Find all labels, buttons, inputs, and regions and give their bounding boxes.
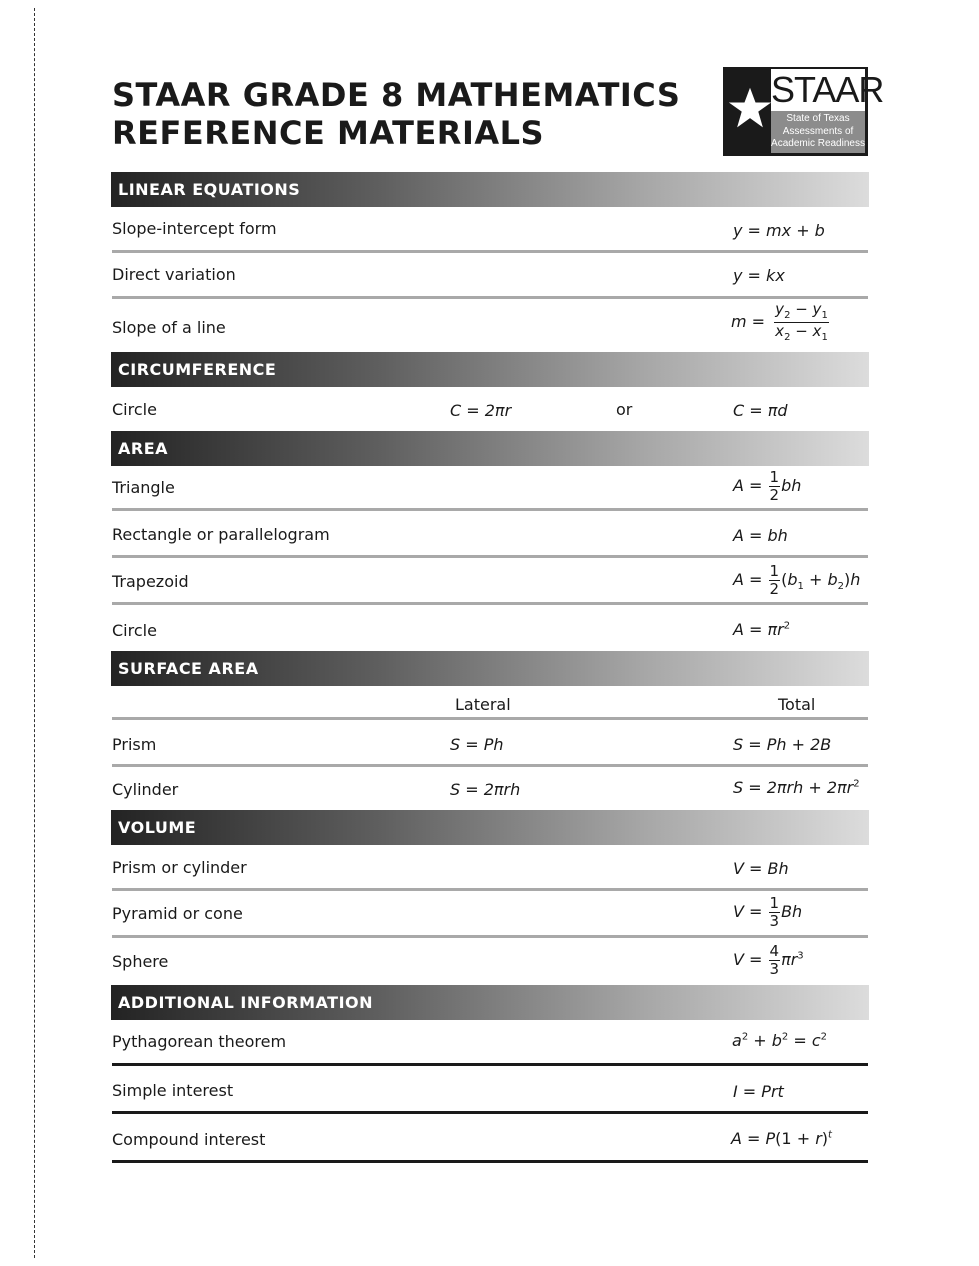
logo-sub-1: State of Texas xyxy=(786,113,850,124)
row-label-rectangle: Rectangle or parallelogram xyxy=(112,525,330,544)
row-label-cylinder: Cylinder xyxy=(112,780,179,799)
formula-compound-interest: $A = P(1 + r)^t$ xyxy=(731,1129,832,1148)
row-label-trapezoid: Trapezoid xyxy=(112,572,189,591)
row-divider xyxy=(112,764,868,767)
row-divider xyxy=(112,888,868,891)
row-divider xyxy=(112,935,868,938)
formula-prism-lateral: S = Ph xyxy=(450,735,504,754)
row-label-triangle: Triangle xyxy=(112,478,175,497)
formula-pythagorean: $a^2 + b^2 = c^2$ xyxy=(732,1031,828,1050)
row-divider xyxy=(112,1063,868,1066)
row-label-compound-interest: Compound interest xyxy=(112,1130,266,1149)
row-label-direct-variation: Direct variation xyxy=(112,265,236,284)
formula-slope-intercept: y = mx + b xyxy=(733,221,825,240)
row-divider xyxy=(112,296,868,299)
row-divider xyxy=(112,555,868,558)
row-label-area-circle: Circle xyxy=(112,621,157,640)
row-label-circumference-circle: Circle xyxy=(112,400,157,419)
section-header-additional-information xyxy=(111,985,869,1020)
row-label-pyramid-cone: Pyramid or cone xyxy=(112,904,243,923)
formula-direct-variation: y = kx xyxy=(733,266,785,285)
row-label-slope-intercept: Slope-intercept form xyxy=(112,219,277,238)
section-title: CIRCUMFERENCE xyxy=(118,360,277,379)
formula-prism-total: S = Ph + 2B xyxy=(733,735,832,754)
page-title xyxy=(112,76,680,152)
column-header-lateral: Lateral xyxy=(455,695,511,714)
star-icon xyxy=(727,85,773,131)
section-header-circumference xyxy=(111,352,869,387)
title-line-2: REFERENCE MATERIALS xyxy=(112,114,545,152)
title-line-1: STAAR GRADE 8 MATHEMATICS xyxy=(112,76,681,114)
staar-logo xyxy=(723,67,884,156)
formula-cylinder-lateral: S = 2πrh xyxy=(450,780,521,799)
section-title: ADDITIONAL INFORMATION xyxy=(118,993,374,1012)
or-text: or xyxy=(616,400,633,419)
logo-subtitle xyxy=(771,113,865,151)
logo-sub-2: Assessments of xyxy=(782,125,854,137)
column-header-total: Total xyxy=(778,695,816,714)
slope-lhs: m = xyxy=(731,312,766,331)
formula-prism-volume: V = Bh xyxy=(733,859,789,878)
row-divider xyxy=(112,602,868,605)
formula-sphere-volume: V = $\frac{4}{3}$ $\pi r^3$ xyxy=(733,942,804,978)
formula-cylinder-total: $S = 2\pi rh + 2\pi r^2$ xyxy=(733,778,860,797)
formula-rectangle-area: A = bh xyxy=(733,526,788,545)
logo-sub-3: Academic Readiness xyxy=(771,138,865,149)
section-header-area xyxy=(111,431,869,466)
formula-circle-area: $A = \pi r^2$ xyxy=(733,620,791,639)
row-divider xyxy=(112,717,868,720)
row-label-pythagorean: Pythagorean theorem xyxy=(112,1032,287,1051)
section-title: AREA xyxy=(118,439,169,458)
row-divider xyxy=(112,508,868,511)
row-divider xyxy=(112,1160,868,1163)
section-header-surface-area xyxy=(111,651,869,686)
section-header-linear-equations xyxy=(111,172,869,207)
cut-line xyxy=(34,8,35,1258)
slope-fraction: $\frac{y_2 - y_1}{x_2 - x_1}$ xyxy=(775,300,828,343)
logo-word: STAAR xyxy=(771,69,884,110)
section-title: SURFACE AREA xyxy=(118,659,259,678)
formula-circumference-radius: C = 2πr xyxy=(450,401,512,420)
row-divider xyxy=(112,250,868,253)
section-header-volume xyxy=(111,810,869,845)
row-label-slope: Slope of a line xyxy=(112,318,226,337)
formula-slope xyxy=(731,302,830,343)
formula-triangle-area: A = $\frac{1}{2}$ bh xyxy=(733,468,802,504)
formula-trapezoid-area: A = $\frac{1}{2}$ $(b_1 + b_2)h$ xyxy=(733,562,861,598)
formula-circumference-diameter: C = πd xyxy=(733,401,788,420)
section-title: VOLUME xyxy=(118,818,197,837)
formula-simple-interest: I = Prt xyxy=(733,1082,784,1101)
row-label-simple-interest: Simple interest xyxy=(112,1081,234,1100)
formula-pyramid-volume: V = $\frac{1}{3}$ Bh xyxy=(733,894,803,930)
row-divider xyxy=(112,1111,868,1114)
section-title: LINEAR EQUATIONS xyxy=(118,180,301,199)
row-label-prism: Prism xyxy=(112,735,157,754)
row-label-prism-cylinder: Prism or cylinder xyxy=(112,858,247,877)
row-label-sphere: Sphere xyxy=(112,952,169,971)
